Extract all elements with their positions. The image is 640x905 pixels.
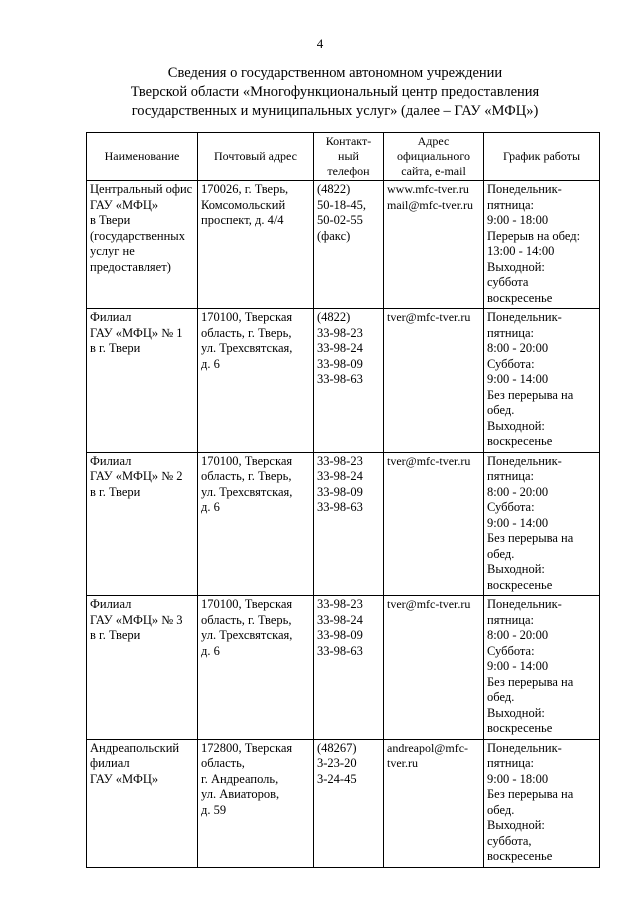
cell-line: (4822): [317, 310, 351, 324]
cell-address: [198, 596, 314, 740]
cell-site: [384, 309, 484, 453]
cell-line: область, г. Тверь,: [201, 469, 292, 483]
cell-line: Контакт-: [325, 134, 372, 148]
cell-line: 170100, Тверская: [201, 597, 293, 611]
cell-line: Филиал: [90, 597, 132, 611]
cell-line: Выходной:: [487, 259, 545, 274]
cell-line: Понедельник-: [487, 182, 562, 196]
cell-line: 9:00 - 18:00: [487, 771, 549, 786]
cell-line: Выходной:: [487, 562, 545, 576]
cell-line: 9:00 - 14:00: [487, 659, 549, 673]
cell-line: ГАУ «МФЦ» № 2: [90, 469, 183, 483]
cell-line: Понедельник-: [487, 310, 562, 324]
cell-line: tver@mfc-tver.ru: [387, 453, 471, 468]
cell-line: услуг не: [90, 244, 135, 258]
title-line: государственных и муниципальных услуг» (далее – ГАУ «МФЦ»): [131, 103, 539, 119]
cell-line: 33-98-09: [317, 356, 363, 371]
cell-phone: [314, 452, 384, 596]
cell-line: mail@mfc-tver.ru: [387, 197, 474, 212]
cell-line: График работы: [502, 149, 581, 163]
cell-name: [87, 596, 198, 740]
table-row: [87, 181, 600, 309]
cell-name: [87, 452, 198, 596]
cell-line: tver@mfc-tver.ru: [387, 310, 471, 324]
cell-line: tver.ru: [387, 756, 418, 770]
cell-line: официального: [397, 149, 470, 163]
cell-line: tver@mfc-tver.ru: [387, 597, 471, 611]
header-name: [87, 133, 198, 181]
cell-line: Выходной:: [487, 705, 545, 720]
cell-line: 33-98-24: [317, 469, 363, 483]
cell-line: (48267): [317, 740, 357, 755]
cell-line: воскресенье: [487, 721, 553, 735]
cell-line: 9:00 - 14:00: [487, 515, 549, 530]
cell-line: 33-98-23: [317, 453, 363, 468]
cell-line: в г. Твери: [90, 628, 141, 642]
cell-line: 33-98-63: [317, 643, 363, 658]
cell-schedule: [484, 596, 600, 740]
cell-line: ГАУ «МФЦ» № 1: [90, 325, 183, 340]
table-row: [87, 452, 600, 596]
cell-line: Комсомольский: [201, 197, 286, 212]
cell-line: обед.: [487, 546, 515, 561]
table-row: [87, 596, 600, 740]
cell-line: ул. Трехсвятская,: [201, 628, 293, 642]
cell-line: Понедельник-: [487, 740, 562, 755]
cell-site: [384, 739, 484, 867]
cell-line: Выходной:: [487, 818, 545, 832]
cell-line: д. 6: [201, 643, 220, 658]
cell-line: www.mfc-tver.ru: [387, 182, 469, 196]
cell-line: пятница:: [487, 756, 534, 770]
cell-line: Без перерыва на: [487, 674, 574, 689]
header-schedule: [484, 133, 600, 181]
cell-line: 172800, Тверская: [201, 740, 293, 755]
cell-line: 170100, Тверская: [201, 310, 293, 324]
cell-line: 33-98-09: [317, 484, 363, 499]
cell-line: д. 6: [201, 500, 220, 514]
cell-line: 3-23-20: [317, 756, 357, 770]
cell-schedule: [484, 452, 600, 596]
cell-line: Без перерыва на: [487, 531, 574, 545]
cell-line: ул. Трехсвятская,: [201, 484, 293, 499]
cell-line: ГАУ «МФЦ» № 3: [90, 612, 183, 627]
cell-line: 170100, Тверская: [201, 453, 293, 468]
cell-site: [384, 596, 484, 740]
cell-line: 33-98-24: [317, 612, 363, 627]
cell-line: Суббота:: [487, 356, 535, 371]
cell-line: д. 59: [201, 802, 227, 817]
cell-line: Понедельник-: [487, 453, 562, 468]
cell-line: Понедельник-: [487, 597, 562, 611]
cell-line: обед.: [487, 690, 515, 704]
header-address: [198, 133, 314, 181]
cell-line: Филиал: [90, 453, 132, 468]
cell-phone: [314, 596, 384, 740]
cell-line: воскресенье: [487, 577, 553, 592]
cell-line: Суббота:: [487, 500, 535, 514]
cell-line: 33-98-63: [317, 500, 363, 514]
cell-line: область, г. Тверь,: [201, 612, 292, 627]
cell-schedule: [484, 181, 600, 309]
cell-line: (факс): [317, 228, 351, 243]
cell-line: проспект, д. 4/4: [201, 213, 284, 227]
cell-phone: [314, 309, 384, 453]
cell-line: воскресенье: [487, 434, 553, 448]
cell-line: ул. Авиаторов,: [201, 787, 280, 801]
cell-line: пятница:: [487, 325, 534, 340]
cell-line: суббота,: [487, 833, 532, 848]
cell-site: [384, 452, 484, 596]
cell-line: г. Андреаполь,: [201, 771, 279, 786]
cell-line: 9:00 - 14:00: [487, 372, 549, 386]
offices-table: [86, 132, 600, 868]
cell-line: 50-02-55: [317, 213, 363, 227]
cell-line: Без перерыва на: [487, 387, 574, 402]
cell-name: [87, 309, 198, 453]
cell-line: Центральный офис: [90, 182, 193, 196]
cell-line: Андреапольский: [90, 740, 180, 755]
cell-line: пятница:: [487, 469, 534, 483]
cell-line: 33-98-24: [317, 341, 363, 355]
cell-line: 33-98-23: [317, 597, 363, 611]
cell-line: пятница:: [487, 197, 534, 212]
cell-line: Перерыв на обед:: [487, 228, 581, 243]
cell-line: 9:00 - 18:00: [487, 213, 549, 227]
cell-line: ГАУ «МФЦ»: [90, 197, 159, 212]
cell-line: область,: [201, 756, 245, 770]
cell-line: 13:00 - 14:00: [487, 244, 555, 258]
cell-line: 3-24-45: [317, 771, 357, 786]
cell-line: обед.: [487, 802, 515, 817]
cell-line: 33-98-09: [317, 628, 363, 642]
cell-line: Без перерыва на: [487, 787, 574, 801]
cell-line: Выходной:: [487, 418, 545, 433]
cell-address: [198, 739, 314, 867]
cell-line: пятница:: [487, 612, 534, 627]
title-line: Тверской области «Многофункциональный центр предоставления: [130, 84, 540, 100]
cell-schedule: [484, 739, 600, 867]
cell-line: суббота: [487, 275, 529, 289]
cell-site: [384, 181, 484, 309]
cell-name: [87, 181, 198, 309]
cell-line: Почтовый адрес: [213, 149, 297, 163]
cell-line: Наименование: [104, 149, 180, 163]
cell-line: воскресенье: [487, 290, 553, 305]
cell-line: в г. Твери: [90, 341, 141, 355]
cell-line: 8:00 - 20:00: [487, 484, 549, 499]
page-number: 4: [316, 36, 324, 51]
cell-line: Суббота:: [487, 643, 535, 658]
cell-line: ный: [338, 149, 359, 163]
document-title: [100, 64, 570, 121]
table-row: [87, 739, 600, 867]
cell-line: 8:00 - 20:00: [487, 628, 549, 642]
cell-line: телефон: [327, 164, 370, 178]
cell-address: [198, 181, 314, 309]
header-site: [384, 133, 484, 181]
cell-line: 170026, г. Тверь,: [201, 182, 289, 196]
table-body: [87, 181, 600, 868]
cell-line: ГАУ «МФЦ»: [90, 771, 159, 786]
cell-address: [198, 452, 314, 596]
cell-phone: [314, 739, 384, 867]
cell-line: 33-98-23: [317, 325, 363, 340]
cell-line: Адрес: [417, 134, 450, 148]
table-row: [87, 309, 600, 453]
cell-line: сайта, e-mail: [401, 164, 466, 178]
cell-line: 33-98-63: [317, 372, 363, 386]
cell-line: воскресенье: [487, 849, 553, 863]
cell-line: (4822): [317, 182, 351, 196]
cell-line: 8:00 - 20:00: [487, 341, 549, 355]
cell-line: в Твери: [90, 213, 131, 227]
cell-name: [87, 739, 198, 867]
cell-line: филиал: [90, 756, 130, 770]
header-phone: [314, 133, 384, 181]
cell-line: обед.: [487, 403, 515, 417]
cell-line: 50-18-45,: [317, 197, 366, 212]
cell-line: Филиал: [90, 310, 132, 324]
cell-line: д. 6: [201, 356, 220, 371]
cell-line: andreapol@mfc-: [387, 740, 469, 755]
cell-line: ул. Трехсвятская,: [201, 341, 293, 355]
cell-line: в г. Твери: [90, 484, 141, 499]
cell-schedule: [484, 309, 600, 453]
cell-line: область, г. Тверь,: [201, 325, 292, 340]
cell-line: предоставляет): [90, 259, 171, 274]
table-header-row: [87, 133, 600, 181]
cell-address: [198, 309, 314, 453]
cell-line: (государственных: [90, 228, 185, 243]
cell-phone: [314, 181, 384, 309]
title-line: Сведения о государственном автономном учреждении: [167, 65, 503, 81]
